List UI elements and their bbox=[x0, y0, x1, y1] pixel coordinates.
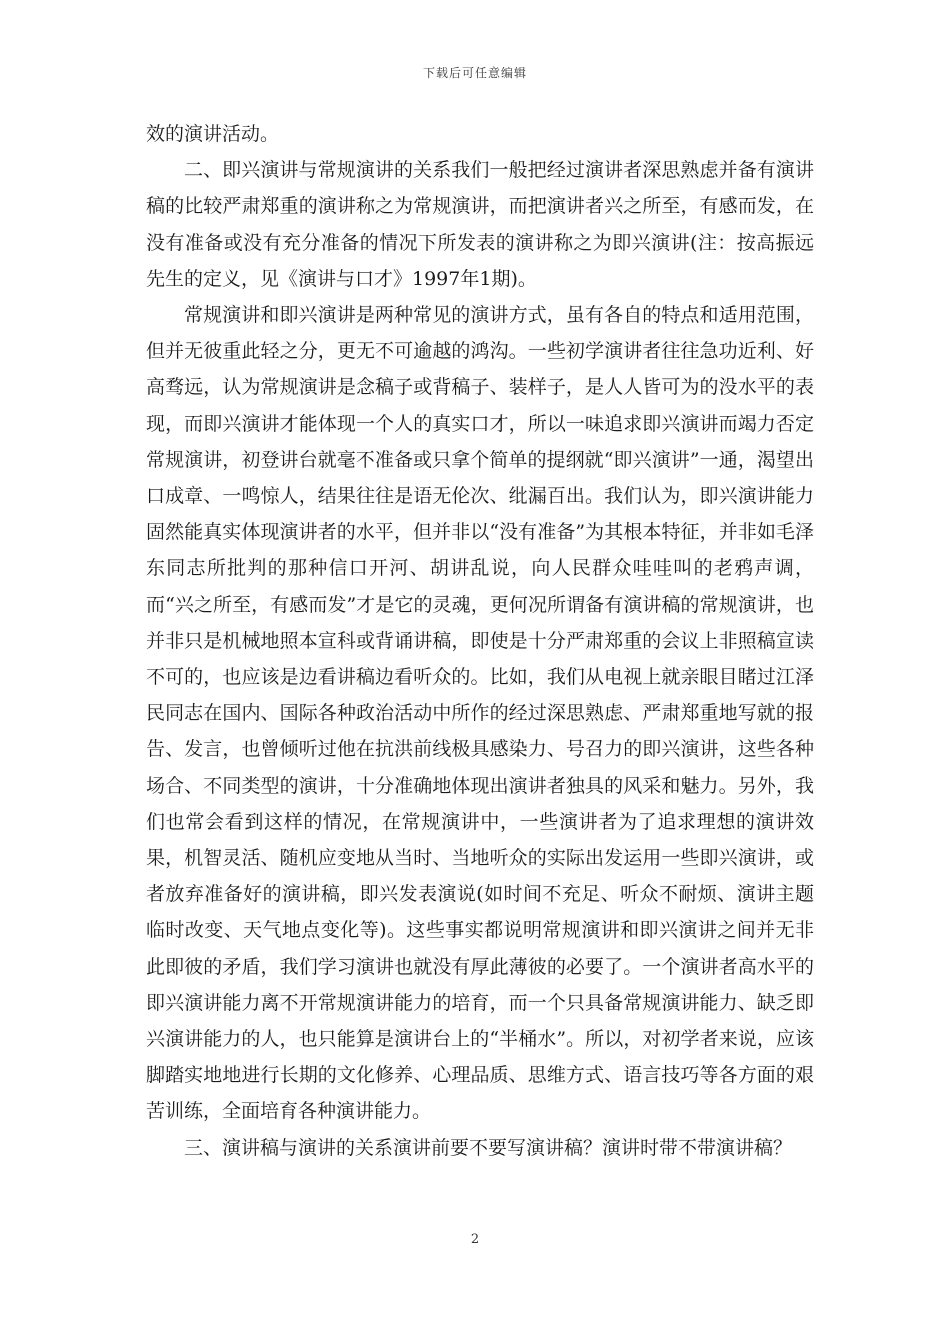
paragraph-section-three: 三、演讲稿与演讲的关系演讲前要不要写演讲稿？演讲时带不带演讲稿？ bbox=[184, 1136, 793, 1159]
paragraph-continuation: 效的演讲活动。 bbox=[146, 123, 280, 145]
document-body bbox=[146, 116, 814, 1166]
paragraph-section-two: 二、即兴演讲与常规演讲的关系我们一般把经过演讲者深思熟虑并备有演讲稿的比较严肃郑重的演讲称之为常规演讲，而把演讲者兴之所至，有感而发，在没有准备或没有充分准备的情况下所发表的演讲称之为即兴演讲(注：按高振远先生的定义，见《演讲与口才》1997年1期)。 bbox=[146, 159, 814, 290]
paragraph-main-discussion: 常规演讲和即兴演讲是两种常见的演讲方式，虽有各自的特点和适用范围，但并无彼重此轻之分，更无不可逾越的鸿沟。一些初学演讲者往往急功近利、好高骛远，认为常规演讲是念稿子或背稿子、装样子，是人人皆可为的没水平的表现，而即兴演讲才能体现一个人的真实口才，所以一味追求即兴演讲而竭力否定常规演讲，初登讲台就毫不准备或只拿个简单的提纲就“即兴演讲”一通，渴望出口成章、一鸣惊人，结果往往是语无伦次、纰漏百出。我们认为，即兴演讲能力固然能真实体现演讲者的水平，但并非以“没有准备”为其根本特征，并非如毛泽东同志所批判的那种信口开河、胡讲乱说，向人民群众哇哇叫的老鸦声调，而“兴之所至，有感而发”才是它的灵魂，更何况所谓备有演讲稿的常规演讲，也并非只是机械地照本宣科或背诵讲稿，即使是十分严肃郑重的会议上非照稿宣读不可的，也应该是边看讲稿边看听众的。比如，我们从电视上就亲眼目睹过江泽民同志在国内、国际各种政治活动中所作的经过深思熟虑、严肃郑重地写就的报告、发言，也曾倾听过他在抗洪前线极具感染力、号召力的即兴演讲，这些各种场合、不同类型的演讲，十分准确地体现出演讲者独具的风采和魅力。另外，我们也常会看到这样的情况，在常规演讲中，一些演讲者为了追求理想的演讲效果，机智灵活、随机应变地从当时、当地听众的实际出发运用一些即兴演讲，或者放弃准备好的演讲稿，即兴发表演说(如时间不充足、听众不耐烦、演讲主题临时改变、天气地点变化等)。这些事实都说明常规演讲和即兴演讲之间并无非此即彼的矛盾，我们学习演讲也就没有厚此薄彼的必要了。一个演讲者高水平的即兴演讲能力离不开常规演讲能力的培育，而一个只具备常规演讲能力、缺乏即兴演讲能力的人，也只能算是演讲台上的“半桶水”。所以，对初学者来说，应该脚踏实地地进行长期的文化修养、心理品质、思维方式、语言技巧等各方面的艰苦训练，全面培育各种演讲能力。 bbox=[146, 304, 814, 1123]
page-number: 2 bbox=[470, 1232, 480, 1247]
page-header: 下载后可任意编辑 bbox=[422, 66, 527, 80]
